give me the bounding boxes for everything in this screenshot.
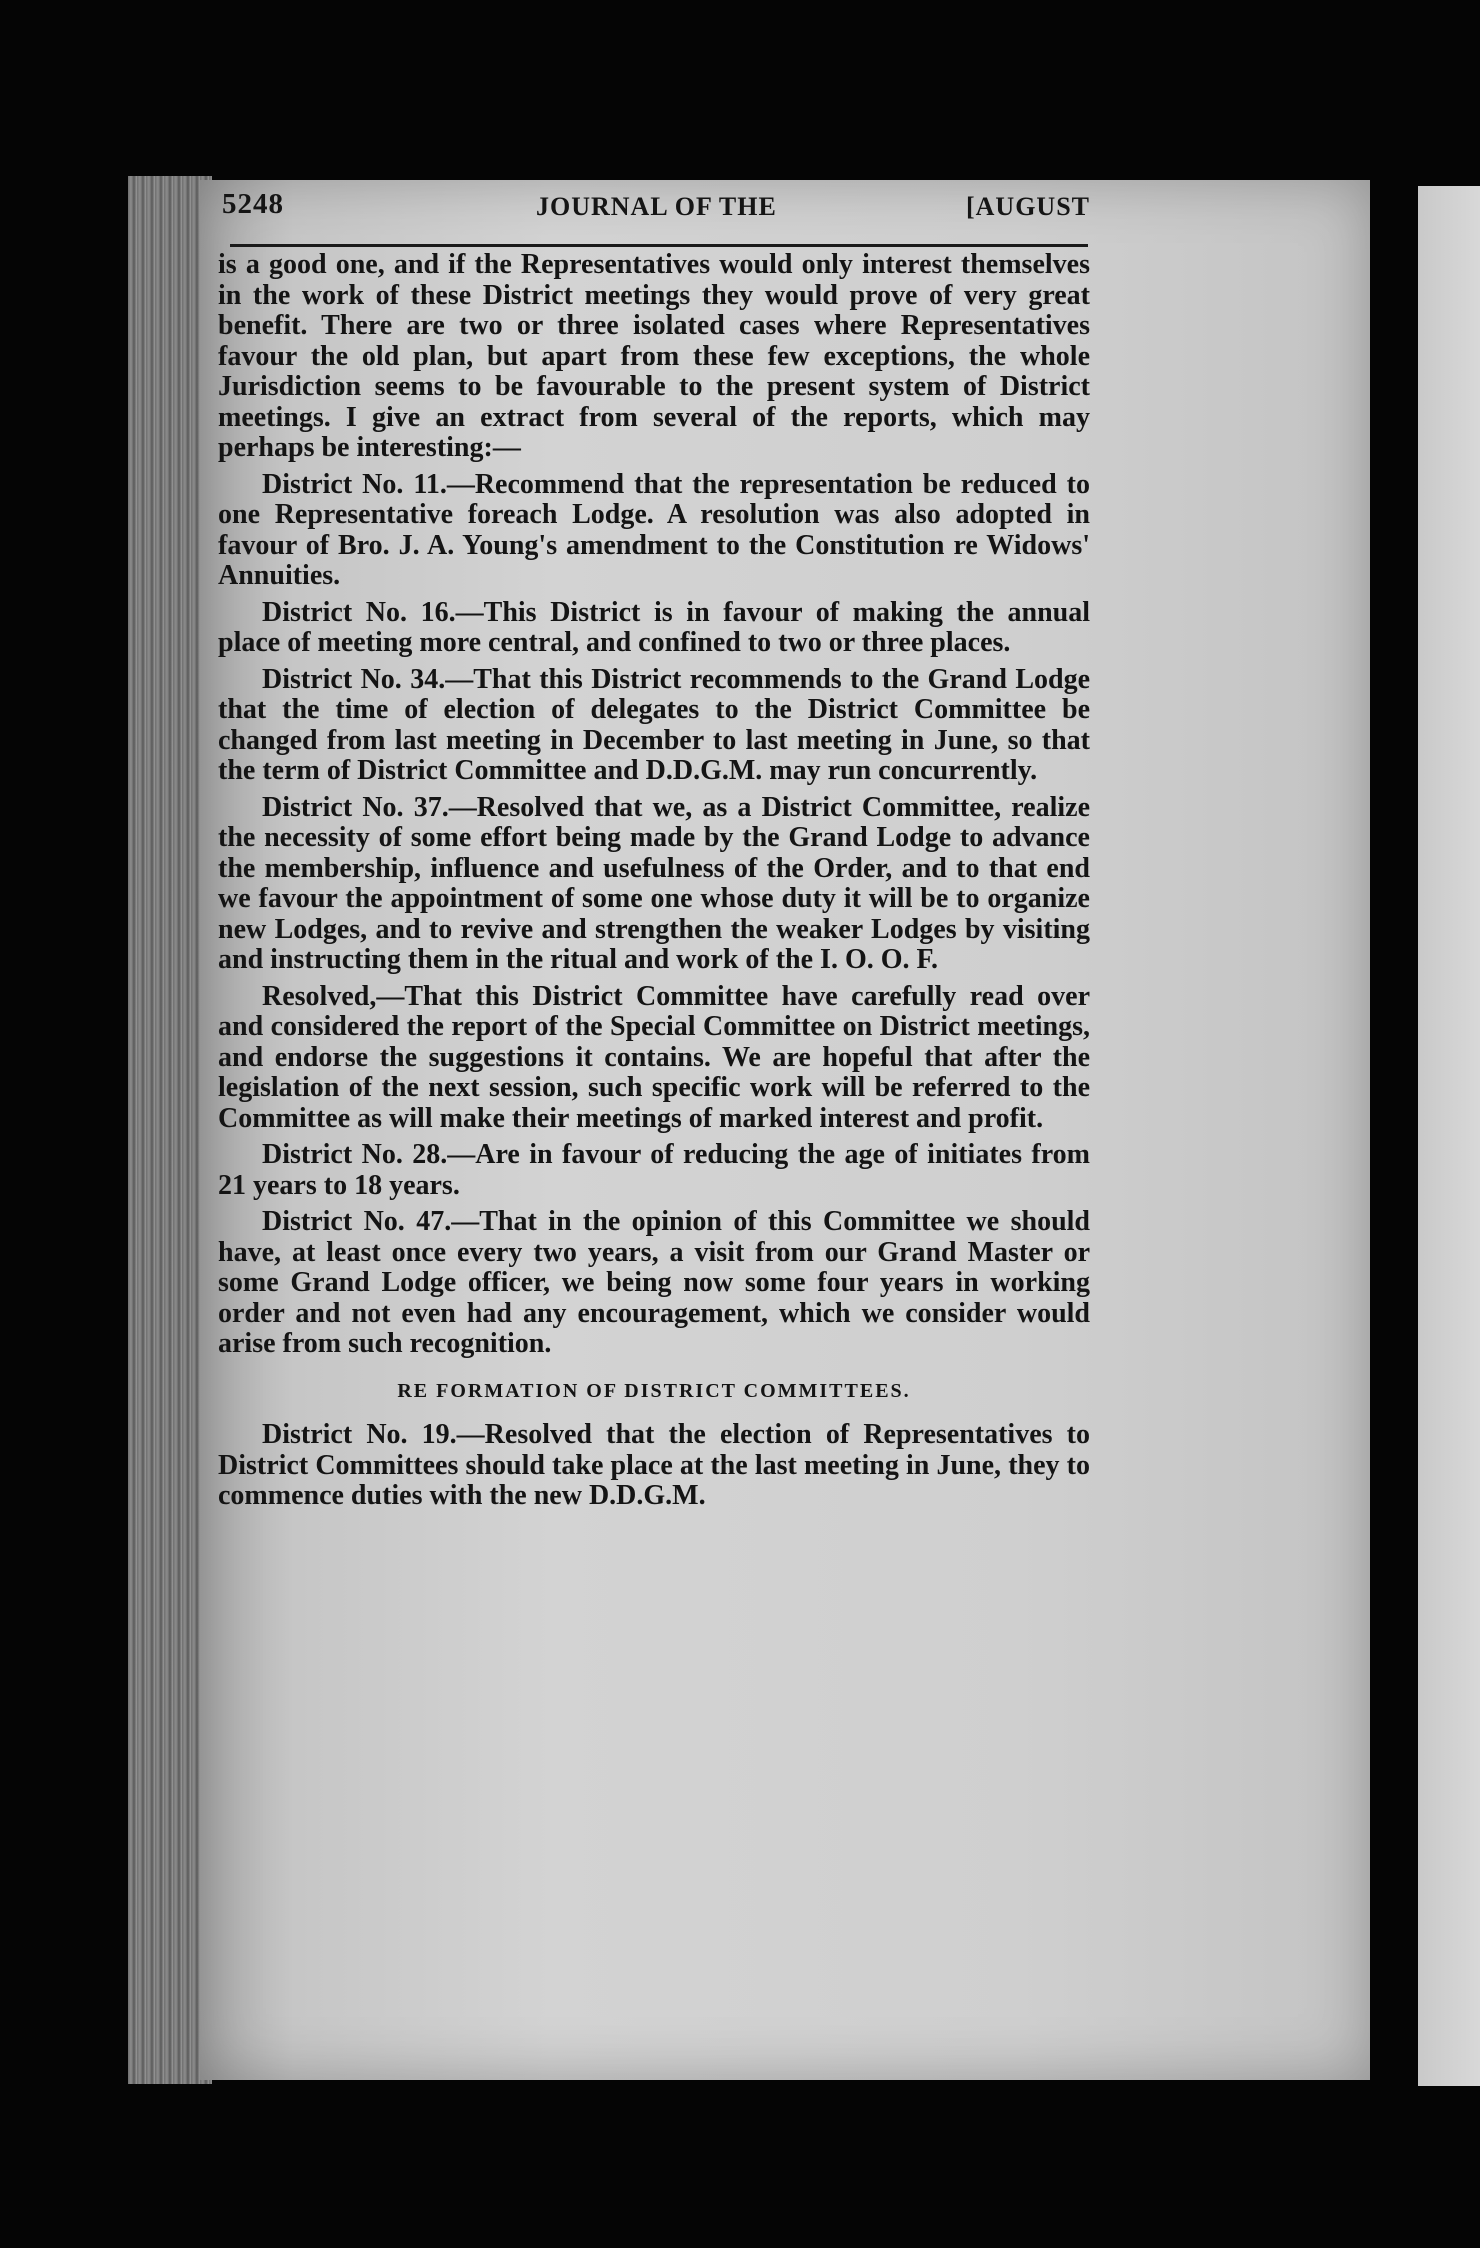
paragraph: District No. 19.—Resolved that the election of Representatives to District Committees should take place at the last meeting in June, they to commence duties with the new D.D.G.M. bbox=[218, 1419, 1090, 1511]
page-body bbox=[218, 250, 1090, 1518]
paragraph: District No. 47.—That in the opinion of this Committee we should have, at least once every two years, a visit from our Grand Master or some Grand Lodge officer, we being now some four years in working order and not even had any encouragement, which we consider would arise from such recognition. bbox=[218, 1206, 1090, 1359]
paragraph: is a good one, and if the Representatives would only interest themselves in the work of these District meetings they would prove of very great benefit. There are two or three isolated cases where Representatives favour the old plan, but apart from these few exceptions, the whole Jurisdiction seems to be favourable to the present system of District meetings. I give an extract from several of the reports, which may perhaps be interesting:— bbox=[218, 249, 1090, 463]
paragraph: District No. 16.—This District is in favour of making the annual place of meeting more central, and confined to two or three places. bbox=[218, 596, 1090, 658]
running-month: [AUGUST bbox=[965, 192, 1090, 221]
running-header bbox=[222, 188, 1090, 228]
paragraph: District No. 28.—Are in favour of reducing the age of initiates from 21 years to 18 years. bbox=[218, 1139, 1090, 1201]
paragraph: District No. 37.—Resolved that we, as a District Committee, realize the necessity of some effort being made by the Grand Lodge to advance the membership, influence and usefulness of the Order, and to that end we favour the appointment of some one whose duty it will be to organize new Lodges, and to revive and strengthen the weaker Lodges by visiting and instructing them in the ritual and work of the I. O. O. F. bbox=[218, 791, 1090, 975]
section-heading: RE FORMATION OF DISTRICT COMMITTEES. bbox=[397, 1379, 911, 1402]
paragraph: Resolved,—That this District Committee have carefully read over and considered the report of the Special Committee on District meetings, and endorse the suggestions it contains. We are hopeful that after the legislation of the next session, such specific work will be referred to the Committee as will make their meetings of marked interest and profit. bbox=[218, 980, 1090, 1134]
running-title: JOURNAL OF THE bbox=[536, 192, 777, 221]
page-number: 5248 bbox=[222, 188, 284, 220]
paragraph: District No. 11.—Recommend that the representation be reduced to one Representative foreach Lodge. A resolution was also adopted in favour of Bro. J. A. Young's amendment to the Constitution re Widows' Annuities. bbox=[218, 468, 1090, 591]
adjacent-page-edge bbox=[1418, 186, 1480, 2086]
header-rule bbox=[230, 244, 1088, 247]
paragraph: District No. 34.—That this District recommends to the Grand Lodge that the time of election of delegates to the District Committee be changed from last meeting in December to last meeting in June, so that the term of District Committee and D.D.G.M. may run concurrently. bbox=[218, 663, 1090, 786]
